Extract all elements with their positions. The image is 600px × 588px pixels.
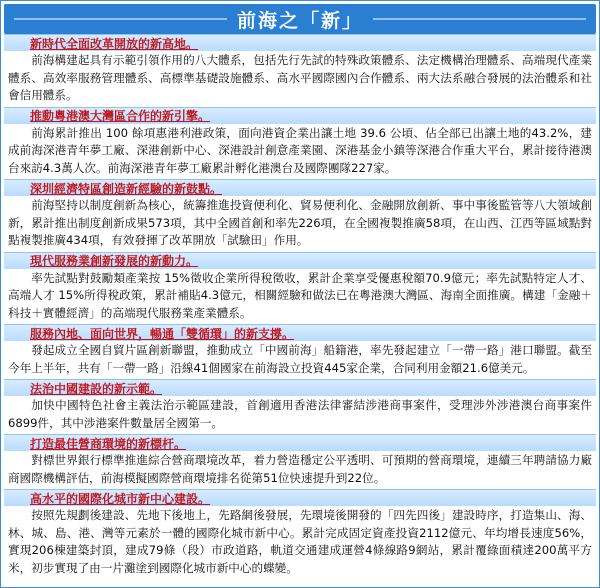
section-8: [4, 489, 596, 579]
section-heading: 推動粵港澳大灣區合作的新引擎。: [30, 109, 211, 123]
section-body: 前海累計推出 100 餘項惠港利港政策，面向港資企業出讓土地 39.6 公頃、佔全部已出讓土地的43.2%，建成前海深港青年夢工廠、深港創新中心、深港設計創意產業園、深港基金小鎮等深港合作重大平台，累計接待港澳台來訪4.3萬人次。前海深港青年夢工廠累計孵化港澳台及國際團隊227家。: [8, 125, 592, 175]
section-heading: 深圳經濟特區創造新經驗的新鼓點。: [30, 181, 223, 196]
section-heading-bar: [4, 107, 596, 124]
page-title: 前海之「新」: [237, 9, 364, 32]
section-heading: 服務內地、面向世界，暢通「雙循環」的新支撐。: [30, 326, 295, 341]
section-6: [4, 379, 596, 434]
section-heading-bar: [4, 379, 596, 396]
banner-right-rule: [373, 18, 586, 20]
section-2: [4, 107, 596, 180]
section-body: 發起成立全國自貿片區創新聯盟，推動成立「中國前海」船籍港，率先發起建立「一帶一路」港口聯盟。截至今年上半年，共有「一帶一路」沿線41個國家在前海設立投資445家企業，合同利用金額21.6億美元。: [8, 343, 592, 375]
section-4: [4, 252, 596, 325]
banner-left-rule: [14, 18, 227, 20]
section-body: 加快中國特色社會主義法治示範區建設，首創適用香港法律審結涉港商事案件，受理涉外涉港澳台商事案件6899件，其中涉港案件數量居全國第一。: [8, 398, 592, 430]
section-heading: 現代服務業創新發展的新動力。: [30, 254, 199, 268]
section-body: 前海構建起具有示範引領作用的八大體系，包括先行先試的特殊政策體系、法定機構治理體系、高端現代產業體系、高效率服務管理體系、高標準基礎設施體系、高水平國際國內合作體系、兩大法系融合發展的法治體系和社會信用體系。: [8, 53, 592, 102]
section-body: 對標世界銀行標準推進綜合營商環境改革，着力營造穩定公平透明、可預期的營商環境，連續三年聘請協力廠商國際機構評估，前海模擬國際營商環境排名從第51位快速提升到22位。: [8, 453, 592, 485]
section-heading-bar: [4, 34, 596, 51]
section-heading-bar: [4, 252, 596, 269]
section-heading: 法治中國建設的新示範。: [30, 381, 163, 396]
section-heading: 打造最佳營商環境的新標杆。: [30, 436, 187, 451]
section-heading: 高水平的國際化城市新中心建設。: [30, 491, 211, 506]
section-3: [4, 179, 596, 252]
section-7: [4, 434, 596, 489]
section-heading-bar: [4, 434, 596, 451]
section-heading: 新時代全面改革開放的新高地。: [30, 36, 199, 51]
section-heading-bar: [4, 489, 596, 506]
section-heading-bar: [4, 324, 596, 341]
section-1: [4, 34, 596, 107]
section-body: 率先試點對鼓勵類產業按 15%徵收企業所得稅徵收，累計企業享受優惠稅額70.9億元；率先試點特定人才、高端人才 15%所得稅政策，累計補貼4.3億元，相關經驗和做法已在粵港澳大灣區、海南全面推廣。構建「金融＋科技＋實體經濟」的高端現代服務業產業體系。: [8, 270, 592, 320]
title-banner: [4, 4, 596, 34]
section-body: 前海堅持以制度創新為核心，統籌推進投資便利化、貿易便利化、金融開放創新、事中事後監管等八大領域創新，累計推出制度創新成果573項，其中全國首創和率先226項，在全國複製推廣58項，在山西、江西等區域點對點複製推廣434項，有效發揮了改革開放「試驗田」作用。: [8, 198, 592, 247]
section-body: 按照先規劃後建設、先地下後地上，先路網後發展，先環境後開發的「四先四後」建設時序，打造集山、海、林、城、島、港、灣等元素於一體的國際化城市新中心。累計完成固定資產投資2112億元、年均增長速度56%，實現206棟建築封頂，建成79條（段）市政道路，軌道交通建成運營4條線路9網站，累計覆綠面積達200萬平方米，初步實現了由一片灘塗到國際化城市新中心的蝶變。: [8, 508, 592, 575]
section-heading-bar: [4, 179, 596, 196]
section-5: [4, 324, 596, 379]
